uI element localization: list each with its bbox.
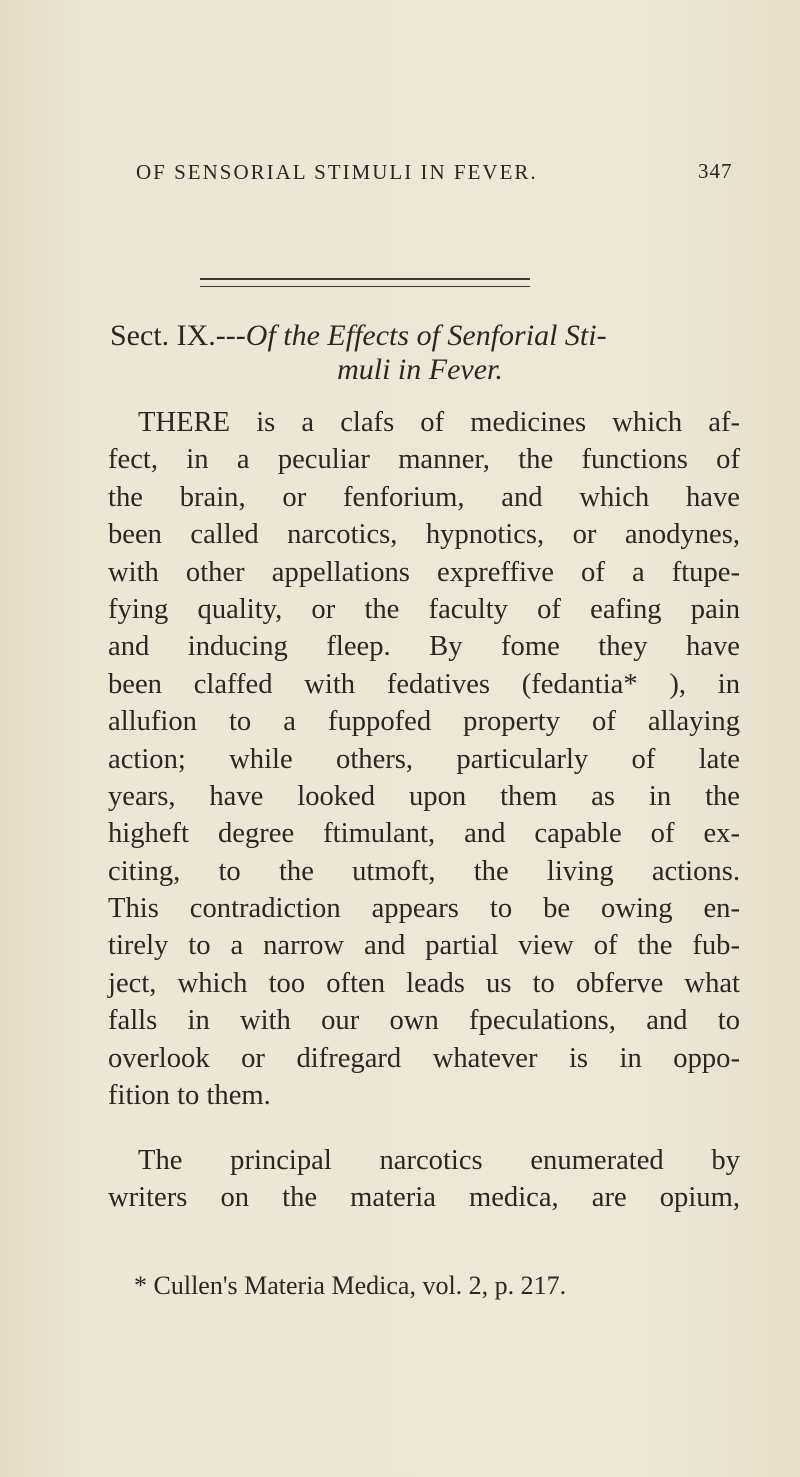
text-line: fying quality, or the faculty of eafing pain [108, 593, 740, 625]
text-line: action; while others, particularly of late [108, 743, 740, 775]
section-title-part-2: muli in Fever. [337, 353, 503, 386]
paragraph-2 [108, 1142, 740, 1217]
text-line: and inducing fleep. By fome they have [108, 631, 740, 663]
section-heading [110, 320, 730, 386]
footnote: * Cullen's Materia Medica, vol. 2, p. 217. [134, 1271, 567, 1300]
text-line: been claffed with fedatives (fedantia* ), in [108, 668, 740, 700]
section-heading-line-1 [110, 320, 730, 352]
text-line: THERE is a clafs of medicines which af- [138, 407, 740, 438]
running-head [136, 160, 736, 185]
text-line: overlook or difregard whatever is in oppo- [108, 1042, 740, 1074]
text-line: years, have looked upon them as in the [108, 780, 740, 812]
section-title-part-1: Of the Effects of Senforial Sti- [245, 319, 607, 352]
text-line: writers on the materia medica, are opium, [108, 1182, 740, 1214]
page-number: 347 [698, 159, 733, 183]
text-line: The principal narcotics enumerated by [138, 1145, 740, 1176]
text-line: with other appellations expreffive of a ftupe- [108, 556, 740, 588]
section-divider [200, 278, 530, 287]
text-line: This contradiction appears to be owing en- [108, 893, 740, 925]
text-line: ject, which too often leads us to obferve what [108, 967, 740, 999]
text-line: fect, in a peculiar manner, the functions of [108, 444, 740, 476]
text-line: higheft degree ftimulant, and capable of ex- [108, 818, 740, 850]
text-line: citing, to the utmoft, the living actions. [108, 855, 740, 887]
running-head-title: OF SENSORIAL STIMULI IN FEVER. [136, 160, 538, 184]
section-label: Sect. IX.--- [110, 319, 246, 352]
paragraph-1 [108, 404, 740, 1114]
text-line: falls in with our own fpeculations, and to [108, 1005, 740, 1037]
text-line: tirely to a narrow and partial view of the fub- [108, 930, 740, 962]
text-line: been called narcotics, hypnotics, or anodynes, [108, 519, 740, 551]
text-line: allufion to a fuppofed property of allaying [108, 706, 740, 738]
text-line: fition to them. [108, 1080, 271, 1112]
text-line: the brain, or fenforium, and which have [108, 481, 740, 513]
